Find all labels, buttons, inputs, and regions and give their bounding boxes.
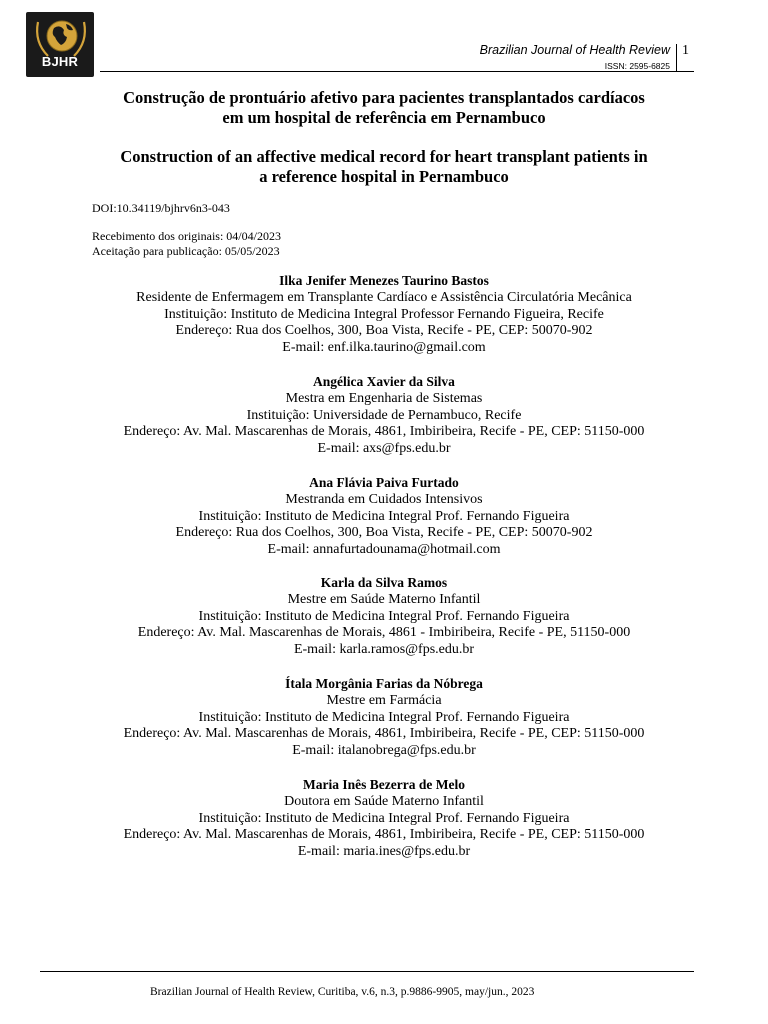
author-title: Mestra em Engenharia de Sistemas (285, 390, 483, 406)
author-institution: Instituição: Instituto de Medicina Integral Prof. Fernando Figueira (198, 810, 570, 826)
author-address: Endereço: Rua dos Coelhos, 300, Boa Vista, Recife - PE, CEP: 50070-902 (175, 525, 593, 541)
author-address: Endereço: Rua dos Coelhos, 300, Boa Vista, Recife - PE, CEP: 50070-902 (175, 323, 593, 339)
author-institution: Instituição: Instituto de Medicina Integral Prof. Fernando Figueira (198, 709, 570, 725)
author-email: E-mail: axs@fps.edu.br (317, 441, 451, 457)
author-block (40, 575, 728, 659)
author-institution: Instituição: Instituto de Medicina Integral Prof. Fernando Figueira (198, 608, 570, 624)
author-name: Angélica Xavier da Silva (313, 374, 455, 389)
page-number: 1 (682, 43, 689, 58)
author-email: E-mail: italanobrega@fps.edu.br (292, 743, 476, 759)
author-address: Endereço: Av. Mal. Mascarenhas de Morais, 4861, Imbiribeira, Recife - PE, CEP: 51150-000 (123, 827, 645, 843)
author-block (40, 374, 728, 458)
author-title: Doutora em Saúde Materno Infantil (284, 793, 484, 809)
author-title: Mestranda em Cuidados Intensivos (285, 491, 483, 507)
author-title: Residente de Enfermagem em Transplante Cardíaco e Assistência Circulatória Mecânica (136, 289, 632, 305)
author-title: Mestre em Farmácia (326, 692, 442, 708)
author-address: Endereço: Av. Mal. Mascarenhas de Morais, 4861, Imbiribeira, Recife - PE, CEP: 51150-000 (123, 424, 645, 440)
author-name: Ítala Morgânia Farias da Nóbrega (285, 676, 483, 691)
author-email: E-mail: karla.ramos@fps.edu.br (293, 642, 475, 658)
author-title: Mestre em Saúde Materno Infantil (287, 591, 481, 607)
title-pt-line: em um hospital de referência em Pernambuco (222, 108, 546, 127)
author-block (40, 777, 728, 861)
author-name: Maria Inês Bezerra de Melo (303, 777, 465, 792)
author-email: E-mail: enf.ilka.taurino@gmail.com (282, 340, 486, 356)
author-name: Ana Flávia Paiva Furtado (309, 475, 459, 490)
journal-name: Brazilian Journal of Health Review (479, 43, 670, 57)
author-email: E-mail: maria.ines@fps.edu.br (297, 844, 471, 860)
title-pt-line: Construção de prontuário afetivo para pacientes transplantados cardíacos (123, 88, 645, 107)
footer-citation: Brazilian Journal of Health Review, Curitiba, v.6, n.3, p.9886-9905, may/jun., 2023 (150, 986, 535, 998)
author-block (40, 676, 728, 760)
footer-rule (40, 971, 694, 972)
author-address: Endereço: Av. Mal. Mascarenhas de Morais, 4861, Imbiribeira, Recife - PE, CEP: 51150-000 (123, 726, 645, 742)
title-portuguese (60, 88, 708, 128)
author-name: Ilka Jenifer Menezes Taurino Bastos (279, 273, 489, 288)
author-institution: Instituição: Instituto de Medicina Integral Professor Fernando Figueira, Recife (164, 306, 604, 322)
author-name: Karla da Silva Ramos (320, 575, 448, 590)
header-rule (100, 71, 694, 72)
title-english (60, 147, 708, 187)
author-address: Endereço: Av. Mal. Mascarenhas de Morais, 4861 - Imbiribeira, Recife - PE, 51150-000 (137, 625, 631, 641)
submission-dates (92, 229, 281, 258)
author-block (40, 273, 728, 357)
title-en-line: Construction of an affective medical record for heart transplant patients in (120, 147, 648, 166)
title-en-line: a reference hospital in Pernambuco (259, 167, 509, 186)
author-institution: Instituição: Instituto de Medicina Integral Prof. Fernando Figueira (198, 508, 570, 524)
author-block (40, 475, 728, 559)
issn: ISSN: 2595-6825 (604, 61, 670, 71)
header-divider (676, 44, 677, 72)
author-email: E-mail: annafurtadounama@hotmail.com (267, 542, 501, 558)
accepted-date: Aceitação para publicação: 05/05/2023 (92, 243, 280, 258)
author-institution: Instituição: Universidade de Pernambuco, Recife (246, 407, 522, 423)
received-date: Recebimento dos originais: 04/04/2023 (92, 229, 281, 243)
doi: DOI:10.34119/bjhrv6n3-043 (92, 201, 230, 215)
journal-logo (26, 12, 94, 77)
logo-text: BJHR (41, 54, 79, 69)
